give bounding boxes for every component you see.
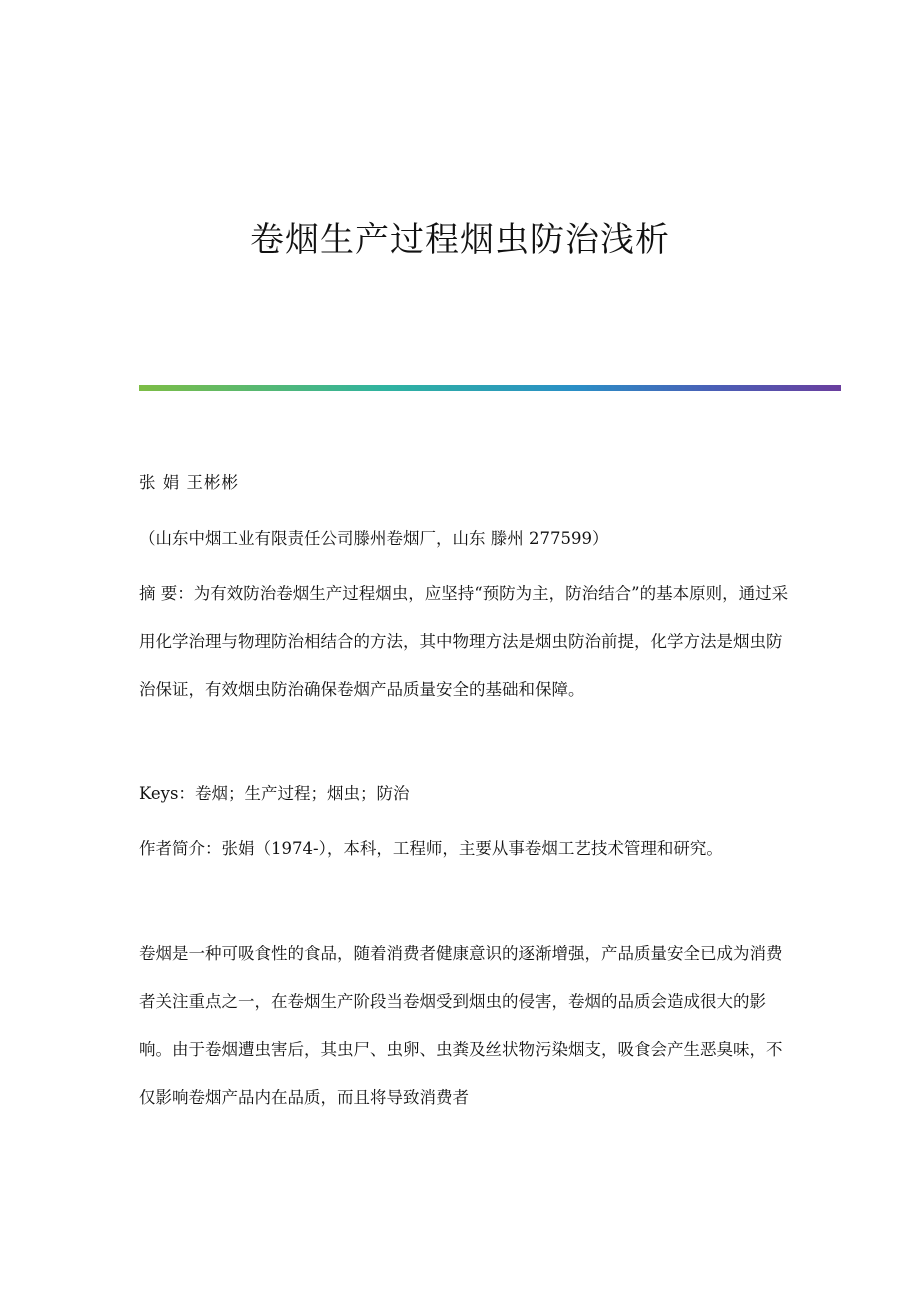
body-section — [139, 930, 789, 1122]
title-divider — [139, 385, 841, 391]
authors: 张 娟 王彬彬 — [139, 473, 239, 492]
affiliation: （山东中烟工业有限责任公司滕州卷烟厂，山东 滕州 277599） — [139, 529, 609, 548]
keywords-text: 卷烟；生产过程；烟虫；防治 — [194, 784, 410, 803]
author-bio — [139, 825, 789, 873]
body-paragraph: 卷烟是一种可吸食性的食品，随着消费者健康意识的逐渐增强，产品质量安全已成为消费者关注重点之一，在卷烟生产阶段当卷烟受到烟虫的侵害，卷烟的品质会造成很大的影响。由于卷烟遭虫害后，其虫尸、虫卵、虫粪及丝状物污染烟支，吸食会产生恶臭味，不仅影响卷烟产品内在品质，而且将导致消费者 — [139, 944, 783, 1107]
author-bio-label: 作者简介： — [139, 839, 222, 858]
abstract-text: 为有效防治卷烟生产过程烟虫，应坚持“预防为主，防治结合”的基本原则，通过采用化学治理与物理防治相结合的方法，其中物理方法是烟虫防治前提，化学方法是烟虫防治保证，有效烟虫防治确保卷烟产品质量安全的基础和保障。 — [139, 584, 789, 699]
abstract-label: 摘 要： — [139, 584, 194, 603]
keywords-label: Keys： — [139, 784, 195, 803]
keywords — [139, 770, 789, 818]
author-bio-text: 张娟（1974-），本科，工程师，主要从事卷烟工艺技术管理和研究。 — [221, 839, 723, 858]
document-title: 卷烟生产过程烟虫防治浅析 — [250, 220, 670, 260]
abstract — [139, 570, 789, 714]
